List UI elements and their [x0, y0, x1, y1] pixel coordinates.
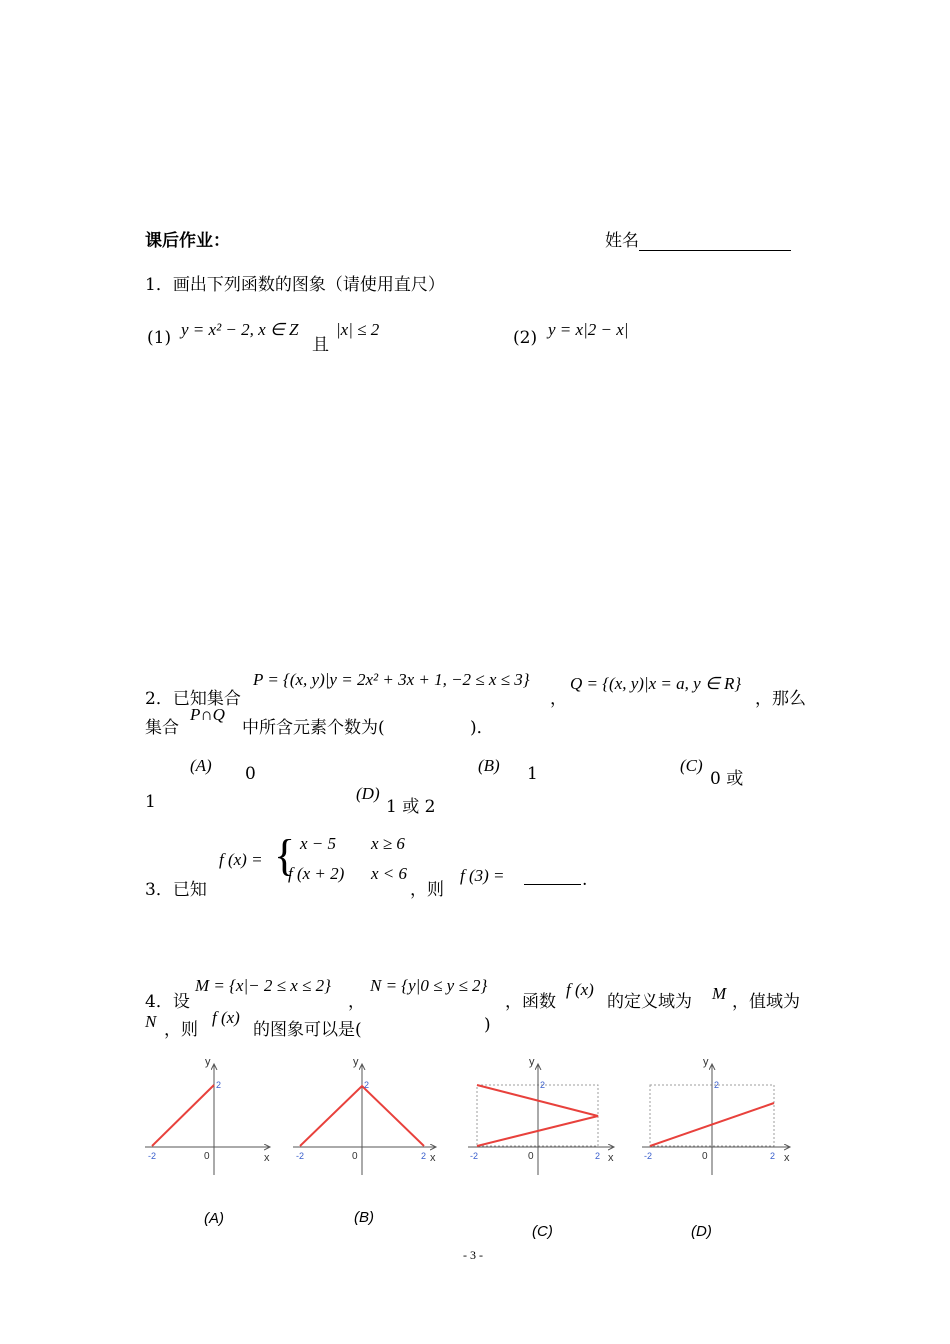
q2-optC-label: (C)	[680, 756, 703, 775]
q2-setP: P = {(x, y)|y = 2x² + 3x + 1, −2 ≤ x ≤ 3}	[253, 670, 530, 689]
q3-f-lhs: f (x) =	[219, 850, 263, 869]
q3-prefix: 3．已知	[145, 880, 207, 900]
graph-b-origin: 0	[352, 1151, 358, 1162]
q2-line2-b: 中所含元素个数为(	[242, 718, 385, 738]
q3-case2-expr: f (x + 2)	[288, 864, 345, 883]
graph-b-x-label: x	[430, 1152, 436, 1164]
q4-line2-a: ，则	[164, 1020, 198, 1040]
q3-end: .	[582, 870, 588, 890]
q4-prefix: 4．设	[145, 992, 190, 1012]
q2-optC-cont: 1	[145, 792, 156, 812]
graph-d-x-label: x	[784, 1152, 790, 1164]
q4-comma: ，	[348, 992, 365, 1012]
q4-setN: N = {y|0 ≤ y ≤ 2}	[370, 976, 488, 995]
graph-c[interactable]	[468, 1056, 614, 1240]
q4-line2-fx: f (x)	[212, 1008, 240, 1027]
graph-b-neg2: -2	[296, 1151, 305, 1161]
q2-prefix: 2．已知集合	[145, 689, 241, 709]
graph-a-top2: 2	[216, 1080, 222, 1090]
q3-answer-blank[interactable]	[524, 866, 581, 885]
q1-part2-label: (2)	[513, 328, 538, 348]
graph-d[interactable]	[642, 1056, 790, 1240]
q4-setM: M = {x|− 2 ≤ x ≤ 2}	[195, 976, 331, 995]
graph-a[interactable]	[145, 1056, 270, 1227]
graph-b[interactable]	[293, 1056, 436, 1226]
graph-d-neg2: -2	[644, 1151, 653, 1161]
name-label: 姓名	[605, 231, 639, 251]
q2-suffix: ，那么	[755, 689, 806, 709]
q1-text: 1．画出下列函数的图象（请使用直尺）	[145, 275, 445, 295]
graph-c-origin: 0	[528, 1151, 534, 1162]
graph-b-caption: (B)	[354, 1209, 374, 1226]
q3-ask: f (3) =	[460, 866, 505, 885]
q1-part1-label: (1)	[147, 328, 172, 348]
q1-part1-cond: |x| ≤ 2	[336, 320, 380, 339]
graph-a-y-label: y	[205, 1056, 211, 1068]
q4-line2-b: 的图象可以是(	[253, 1020, 362, 1040]
graph-a-caption: (A)	[204, 1210, 224, 1227]
q2-line2-a: 集合	[145, 718, 179, 738]
graph-b-y-label: y	[353, 1056, 359, 1068]
q4-mid: ，函数	[505, 992, 556, 1012]
answer-graphs	[130, 1050, 810, 1260]
graph-b-top2: 2	[364, 1080, 370, 1090]
graph-d-pos2: 2	[770, 1151, 776, 1161]
graph-d-caption: (D)	[691, 1223, 712, 1240]
graph-c-pos2: 2	[595, 1151, 601, 1161]
q2-optA-label: (A)	[190, 756, 212, 775]
q4-M: M	[712, 984, 727, 1003]
graph-a-line	[152, 1085, 214, 1146]
name-blank[interactable]	[639, 232, 791, 251]
name-field[interactable]	[605, 226, 791, 251]
q3-case1-expr: x − 5	[300, 834, 337, 853]
q1-part1-and: 且	[312, 335, 329, 355]
q3-then: ，则	[410, 880, 444, 900]
q2-optB-val: 1	[527, 764, 538, 784]
q3-case2-cond: x < 6	[371, 864, 408, 883]
q2-optD-val: 1 或 2	[386, 797, 436, 817]
q2-optC-val: 0 或	[710, 769, 744, 789]
q4-mid2: 的定义域为	[607, 992, 692, 1012]
graph-d-y-label: y	[703, 1056, 709, 1068]
q2-setQ: Q = {(x, y)|x = a, y ∈ R}	[570, 674, 742, 693]
section-title: 课后作业：	[145, 231, 230, 251]
graph-b-pos2: 2	[421, 1151, 427, 1161]
graph-c-y-label: y	[529, 1056, 535, 1068]
graph-c-caption: (C)	[532, 1223, 553, 1240]
q1-part2-expr: y = x|2 − x|	[548, 320, 629, 339]
q2-optB-label: (B)	[478, 756, 500, 775]
q1-part1-expr: y = x² − 2, x ∈ Z	[181, 320, 299, 339]
piecewise-brace: {	[274, 831, 296, 880]
graph-a-origin: 0	[204, 1151, 210, 1162]
graph-a-neg2: -2	[148, 1151, 157, 1161]
page-number: - 3 -	[463, 1248, 483, 1262]
q4-line2-c: )	[484, 1015, 491, 1035]
q3-case1-cond: x ≥ 6	[371, 834, 405, 853]
q4-fx: f (x)	[566, 980, 594, 999]
q4-mid3: ，值域为	[732, 992, 800, 1012]
q2-intersect: P∩Q	[190, 705, 225, 724]
q2-optD-label: (D)	[356, 784, 380, 803]
graph-d-origin: 0	[702, 1151, 708, 1162]
graph-d-top2: 2	[714, 1080, 720, 1090]
graph-a-x-label: x	[264, 1152, 270, 1164]
graph-c-top2: 2	[540, 1080, 546, 1090]
graph-c-neg2: -2	[470, 1151, 479, 1161]
q2-optA-val: 0	[245, 764, 256, 784]
q4-line2-N: N	[145, 1012, 157, 1031]
q2-line2-c: )．	[470, 718, 494, 738]
graph-c-x-label: x	[608, 1152, 614, 1164]
q2-comma: ，	[550, 689, 567, 709]
